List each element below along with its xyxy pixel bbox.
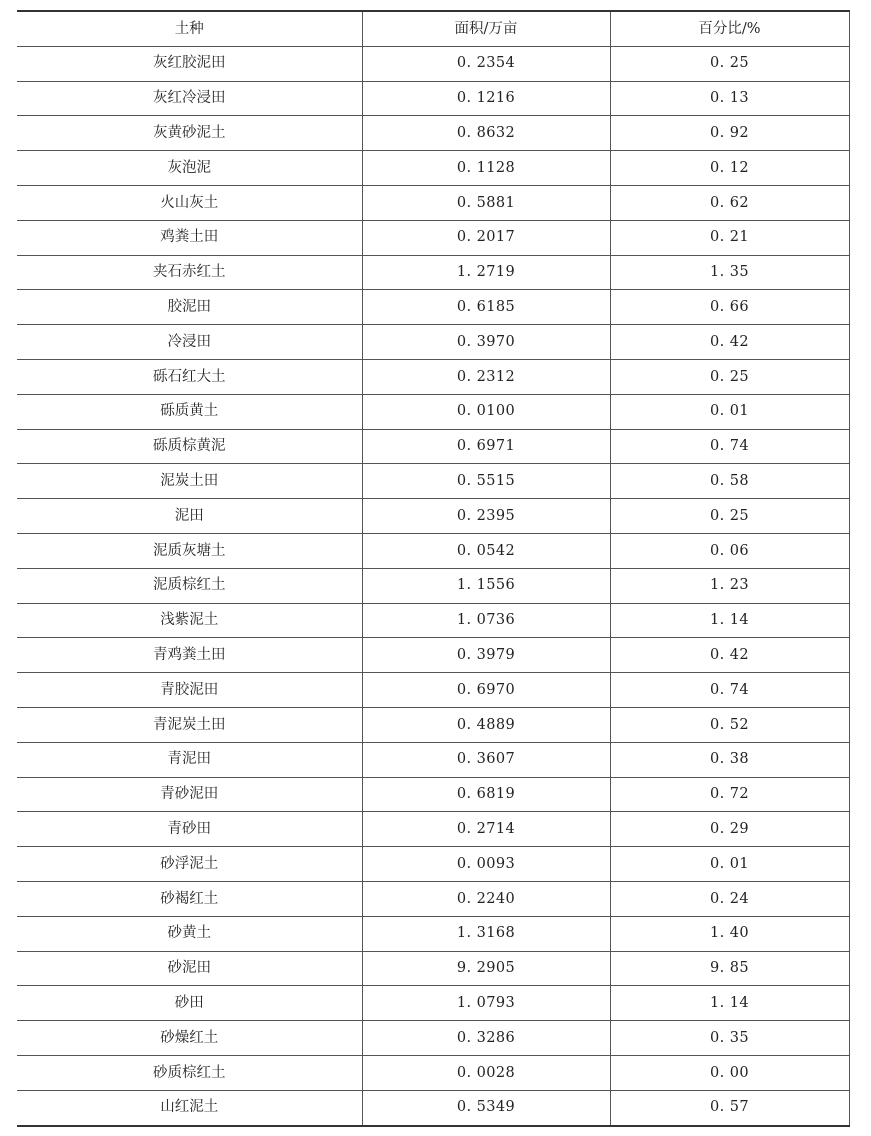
percentage-cell: 0. 29	[610, 812, 849, 847]
percentage-cell: 0. 74	[610, 429, 849, 464]
soil-type-cell: 冷浸田	[17, 325, 362, 360]
area-cell: 0. 2395	[362, 499, 610, 534]
table-header-row	[17, 11, 849, 46]
table-row	[17, 325, 849, 360]
table-body	[17, 46, 849, 1125]
area-cell: 0. 5515	[362, 464, 610, 499]
percentage-cell: 0. 25	[610, 46, 849, 81]
soil-type-cell: 砂质棕红土	[17, 1055, 362, 1090]
soil-type-cell: 灰红冷浸田	[17, 81, 362, 116]
table-row	[17, 220, 849, 255]
soil-type-cell: 砾质黄土	[17, 394, 362, 429]
table-row	[17, 185, 849, 220]
soil-type-cell: 砂田	[17, 986, 362, 1021]
soil-type-cell: 砂燥红土	[17, 1021, 362, 1056]
percentage-cell: 0. 01	[610, 847, 849, 882]
table-row	[17, 81, 849, 116]
percentage-cell: 0. 58	[610, 464, 849, 499]
table-row	[17, 707, 849, 742]
soil-type-cell: 青泥炭土田	[17, 707, 362, 742]
header-percentage: 百分比/%	[610, 11, 849, 46]
percentage-cell: 0. 00	[610, 1055, 849, 1090]
soil-type-cell: 砂黄土	[17, 916, 362, 951]
area-cell: 0. 2354	[362, 46, 610, 81]
table-row	[17, 812, 849, 847]
area-cell: 0. 0100	[362, 394, 610, 429]
table-row	[17, 533, 849, 568]
percentage-cell: 0. 66	[610, 290, 849, 325]
percentage-cell: 0. 57	[610, 1090, 849, 1125]
table-row	[17, 499, 849, 534]
table-row	[17, 255, 849, 290]
area-cell: 0. 2312	[362, 359, 610, 394]
soil-type-cell: 泥田	[17, 499, 362, 534]
table-row	[17, 151, 849, 186]
header-area: 面积/万亩	[362, 11, 610, 46]
table-row	[17, 290, 849, 325]
soil-type-cell: 灰泡泥	[17, 151, 362, 186]
percentage-cell: 0. 62	[610, 185, 849, 220]
table-row	[17, 1021, 849, 1056]
table-row	[17, 777, 849, 812]
area-cell: 0. 5349	[362, 1090, 610, 1125]
area-cell: 0. 2240	[362, 881, 610, 916]
area-cell: 9. 2905	[362, 951, 610, 986]
soil-type-cell: 砂泥田	[17, 951, 362, 986]
table-row	[17, 394, 849, 429]
area-cell: 1. 0736	[362, 603, 610, 638]
soil-type-cell: 山红泥土	[17, 1090, 362, 1125]
area-cell: 1. 3168	[362, 916, 610, 951]
soil-type-cell: 青砂泥田	[17, 777, 362, 812]
table-row	[17, 847, 849, 882]
percentage-cell: 0. 74	[610, 673, 849, 708]
percentage-cell: 1. 14	[610, 603, 849, 638]
area-cell: 0. 3970	[362, 325, 610, 360]
table-row	[17, 881, 849, 916]
area-cell: 0. 6971	[362, 429, 610, 464]
percentage-cell: 0. 24	[610, 881, 849, 916]
percentage-cell: 1. 14	[610, 986, 849, 1021]
soil-type-cell: 夹石赤红土	[17, 255, 362, 290]
table-row	[17, 429, 849, 464]
table-row	[17, 742, 849, 777]
percentage-cell: 0. 52	[610, 707, 849, 742]
soil-type-cell: 泥炭土田	[17, 464, 362, 499]
table-row	[17, 116, 849, 151]
percentage-cell: 0. 92	[610, 116, 849, 151]
percentage-cell: 0. 42	[610, 325, 849, 360]
percentage-cell: 0. 72	[610, 777, 849, 812]
percentage-cell: 1. 23	[610, 568, 849, 603]
area-cell: 1. 2719	[362, 255, 610, 290]
soil-type-cell: 泥质灰塘土	[17, 533, 362, 568]
area-cell: 0. 1216	[362, 81, 610, 116]
soil-type-cell: 青鸡粪土田	[17, 638, 362, 673]
percentage-cell: 9. 85	[610, 951, 849, 986]
soil-type-cell: 灰黄砂泥土	[17, 116, 362, 151]
area-cell: 0. 6819	[362, 777, 610, 812]
soil-type-cell: 浅紫泥土	[17, 603, 362, 638]
table-row	[17, 673, 849, 708]
percentage-cell: 0. 25	[610, 499, 849, 534]
soil-type-cell: 火山灰土	[17, 185, 362, 220]
table-row	[17, 916, 849, 951]
table-row	[17, 46, 849, 81]
area-cell: 0. 0542	[362, 533, 610, 568]
area-cell: 0. 3979	[362, 638, 610, 673]
percentage-cell: 0. 35	[610, 1021, 849, 1056]
area-cell: 0. 1128	[362, 151, 610, 186]
soil-type-cell: 青砂田	[17, 812, 362, 847]
area-cell: 0. 5881	[362, 185, 610, 220]
table-row	[17, 464, 849, 499]
table-row	[17, 568, 849, 603]
percentage-cell: 1. 35	[610, 255, 849, 290]
table-row	[17, 359, 849, 394]
soil-type-cell: 砾石红大土	[17, 359, 362, 394]
area-cell: 1. 1556	[362, 568, 610, 603]
area-cell: 0. 8632	[362, 116, 610, 151]
percentage-cell: 0. 12	[610, 151, 849, 186]
soil-type-cell: 灰红胶泥田	[17, 46, 362, 81]
table-row	[17, 638, 849, 673]
soil-type-cell: 青胶泥田	[17, 673, 362, 708]
area-cell: 0. 6185	[362, 290, 610, 325]
percentage-cell: 0. 13	[610, 81, 849, 116]
percentage-cell: 0. 25	[610, 359, 849, 394]
soil-type-cell: 鸡粪土田	[17, 220, 362, 255]
area-cell: 0. 4889	[362, 707, 610, 742]
area-cell: 0. 3607	[362, 742, 610, 777]
header-soil-type: 土种	[17, 11, 362, 46]
area-cell: 0. 0028	[362, 1055, 610, 1090]
area-cell: 0. 0093	[362, 847, 610, 882]
soil-area-table	[17, 10, 850, 1127]
area-cell: 0. 2017	[362, 220, 610, 255]
area-cell: 1. 0793	[362, 986, 610, 1021]
percentage-cell: 0. 21	[610, 220, 849, 255]
percentage-cell: 0. 38	[610, 742, 849, 777]
percentage-cell: 0. 01	[610, 394, 849, 429]
table-row	[17, 951, 849, 986]
table-row	[17, 1055, 849, 1090]
soil-type-cell: 泥质棕红土	[17, 568, 362, 603]
soil-type-cell: 砂浮泥土	[17, 847, 362, 882]
percentage-cell: 0. 06	[610, 533, 849, 568]
percentage-cell: 1. 40	[610, 916, 849, 951]
area-cell: 0. 6970	[362, 673, 610, 708]
table-row	[17, 603, 849, 638]
area-cell: 0. 2714	[362, 812, 610, 847]
soil-type-cell: 胶泥田	[17, 290, 362, 325]
table-row	[17, 986, 849, 1021]
soil-type-cell: 青泥田	[17, 742, 362, 777]
area-cell: 0. 3286	[362, 1021, 610, 1056]
table-row	[17, 1090, 849, 1125]
soil-type-cell: 砾质棕黄泥	[17, 429, 362, 464]
soil-type-cell: 砂褐红土	[17, 881, 362, 916]
percentage-cell: 0. 42	[610, 638, 849, 673]
